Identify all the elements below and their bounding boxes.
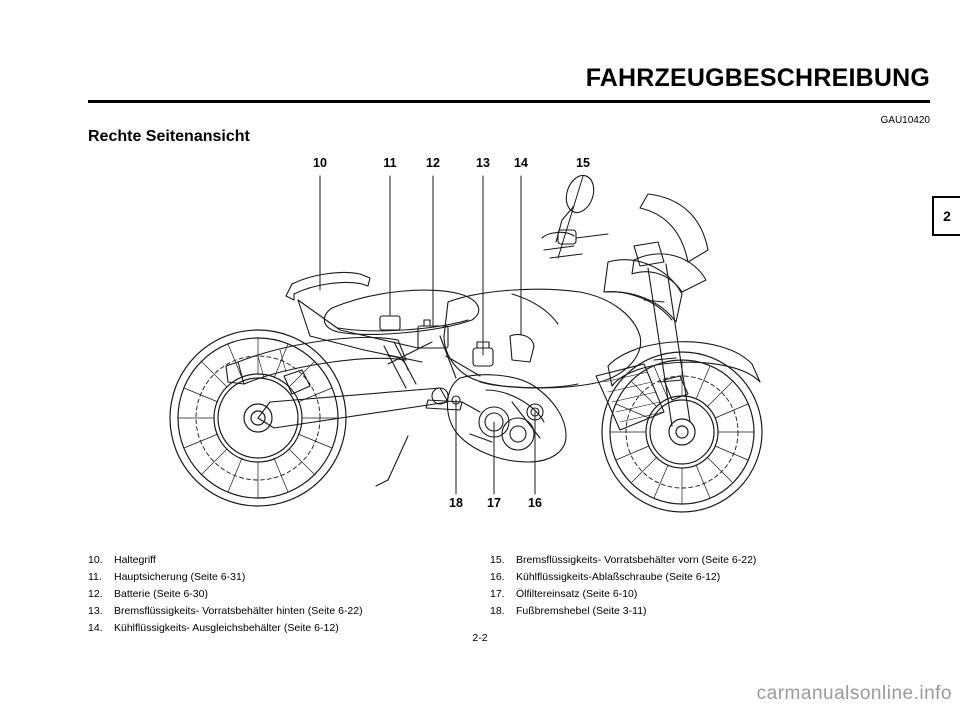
legend-number: 12. [88,588,103,600]
legend-label: Fußbremshebel (Seite 3-11) [516,605,647,617]
callout-14: 14 [514,156,528,170]
legend-label: Bremsflüssigkeits- Vorratsbehälter vorn (Seite 6-22) [516,554,757,566]
header-divider [88,100,930,103]
rear-shock [384,342,416,388]
legend-label: Kühlflüssigkeits- Ausgleichsbehälter (Seite 6-12) [114,622,339,634]
watermark: carmanualsonline.info [756,683,952,704]
rear-brake-caliper [284,370,310,394]
motorcycle-figure [88,150,878,540]
muffler [226,337,406,384]
section-title: Rechte Seitenansicht [88,128,250,145]
callout-18: 18 [449,496,463,510]
swingarm [258,388,448,428]
legend-number: 10. [88,554,103,566]
list-item [88,586,468,603]
radiator-shroud [596,364,664,430]
legend-label: Hauptsicherung (Seite 6-31) [114,571,246,583]
list-item [490,569,880,586]
legend-number: 13. [88,605,103,617]
legend-label: Bremsflüssigkeits- Vorratsbehälter hinten (Seite 6-22) [114,605,363,617]
chapter-tab: 2 [932,196,960,236]
callout-11: 11 [383,156,397,170]
callout-10: 10 [313,156,327,170]
coolant-reservoir [510,334,534,362]
kickstand [376,436,408,486]
callout-12: 12 [426,156,440,170]
seat [324,290,478,334]
legend-label: Ölfiltereinsatz (Seite 6-10) [516,588,638,600]
callout-15: 15 [576,156,590,170]
legend-label: Batterie (Seite 6-30) [114,588,208,600]
front-fork [634,242,690,426]
grab-bar [286,272,370,300]
leader-lines-top [320,176,583,355]
footpeg [470,434,492,442]
leader-lines-bottom [456,400,535,494]
page-title: FAHRZEUGBESCHREIBUNG [585,64,930,92]
list-item [88,603,468,620]
legend-number: 17. [490,588,505,600]
legend-number: 15. [490,554,505,566]
callout-13: 13 [476,156,490,170]
legend-label: Kühlflüssigkeits-Ablaßschraube (Seite 6-12) [516,571,721,583]
handlebar-assembly [542,172,608,258]
frame [388,336,480,378]
legend-number: 18. [490,605,505,617]
list-item [490,586,880,603]
legend-left [88,552,468,637]
legend-right [490,552,880,620]
callout-16: 16 [528,496,542,510]
legend-number: 14. [88,622,103,634]
legend-label: Haltegriff [114,554,156,566]
document-code: GAU10420 [880,115,930,126]
callout-17: 17 [487,496,501,510]
list-item [88,552,468,569]
legend-number: 11. [88,571,102,583]
windscreen [632,194,708,292]
fuel-tank [444,289,641,388]
page-number: 2-2 [472,632,488,644]
legend-number: 16. [490,571,505,583]
list-item [88,569,468,586]
list-item [490,552,880,569]
list-item [490,603,880,620]
main-fuse [380,316,400,330]
